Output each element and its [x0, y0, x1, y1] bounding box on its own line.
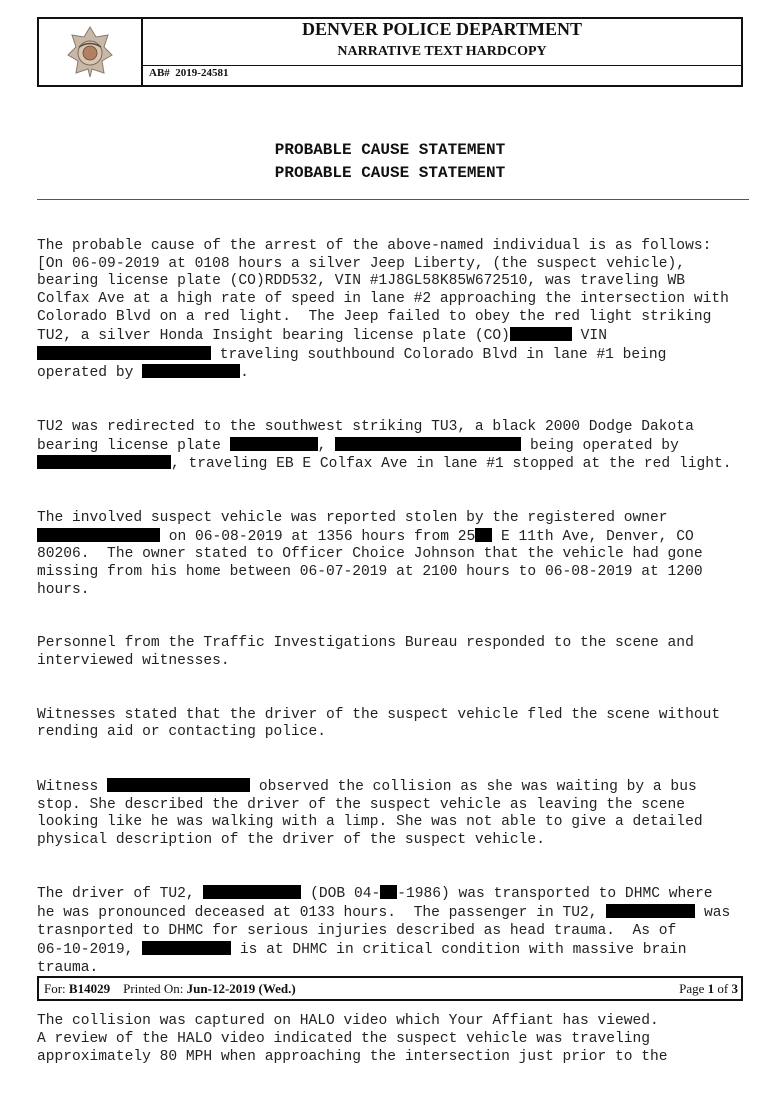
- paragraph: The involved suspect vehicle was reported stolen by the registered owner on 06-08-2019 at 1356 hours from 25 E 11th Ave, Denver, CO 80206. The owner stated to Officer Choice Johnson that the vehicle had gone missing from his home between 06-07-2019 at 2100 hours to 06-08-2019 at 1200 hours.: [37, 509, 703, 598]
- redaction-bar: [37, 346, 211, 360]
- paragraph: The driver of TU2, (DOB 04- -1986) was transported to DHMC where he was pronounced deceased at 0133 hours. The passenger in TU2, was trasnported to DHMC for serious injuries described as head trauma. As of 06-10-2019, is at DHMC in critical condition with massive brain trauma.: [37, 886, 731, 976]
- statement-title: PROBABLE CAUSE STATEMENT: [274, 141, 506, 159]
- header-divider: [143, 65, 741, 66]
- paragraph: Witnesses stated that the driver of the suspect vehicle fled the scene without rending aid or contacting police.: [37, 706, 721, 741]
- title-divider: [37, 199, 749, 200]
- narrative-body: [37, 220, 749, 1102]
- page-indicator: Page 1 of 3: [679, 981, 738, 996]
- redaction-bar: [380, 885, 397, 899]
- redaction-bar: [475, 528, 492, 542]
- redaction-bar: [230, 437, 318, 451]
- redaction-bar: [37, 455, 171, 469]
- document-type: NARRATIVE TEXT HARDCOPY: [337, 44, 547, 59]
- redaction-bar: [142, 941, 231, 955]
- ab-number: AB# 2019-24581: [149, 67, 229, 79]
- department-name: DENVER POLICE DEPARTMENT: [301, 19, 583, 39]
- statement-title-repeat: PROBABLE CAUSE STATEMENT: [274, 164, 506, 182]
- paragraph: The collision was captured on HALO video which Your Affiant has viewed. A review of the HALO video indicated the suspect vehicle was traveling approximately 80 MPH when approaching the intersection just prior to the: [37, 1013, 668, 1065]
- logo-box: [39, 19, 143, 85]
- redaction-bar: [203, 885, 301, 899]
- paragraph: Personnel from the Traffic Investigations Bureau responded to the scene and interviewed witnesses.: [37, 635, 694, 670]
- paragraph: The probable cause of the arrest of the above-named individual is as follows: [On 06-09-2019 at 0108 hours a silver Jeep Liberty, (the suspect vehicle), bearing license plate (CO)RDD532, VIN #1J8GL58K85W672510, was traveling WB Colfax Ave at a high rate of speed in lane #2 approaching the intersection with Colorado Blvd on a red light. The Jeep failed to obey the red light striking TU2, a silver Honda Insight bearing license plate (CO) VIN traveling southbound Colorado Blvd in lane #1 being operated by .: [37, 237, 729, 382]
- footer-print-info: For: B14029 Printed On: Jun-12-2019 (Wed.): [44, 981, 296, 996]
- paragraph: Witness observed the collision as she was waiting by a bus stop. She described the driver of the suspect vehicle as leaving the scene looking like he was walking with a limp. She was not able to give a detailed physical description of the driver of the suspect vehicle.: [37, 778, 703, 849]
- redaction-bar: [37, 528, 160, 542]
- redaction-bar: [335, 437, 521, 451]
- report-header: [37, 17, 743, 87]
- redaction-bar: [142, 364, 240, 378]
- police-badge-icon: [66, 25, 114, 79]
- print-footer: [37, 976, 743, 1001]
- redaction-bar: [107, 778, 250, 792]
- redaction-bar: [510, 327, 572, 341]
- paragraph: TU2 was redirected to the southwest striking TU3, a black 2000 Dodge Dakota bearing license plate , being operated by , traveling EB E Colfax Ave in lane #1 stopped at the red light.: [37, 418, 732, 473]
- redaction-bar: [606, 904, 695, 918]
